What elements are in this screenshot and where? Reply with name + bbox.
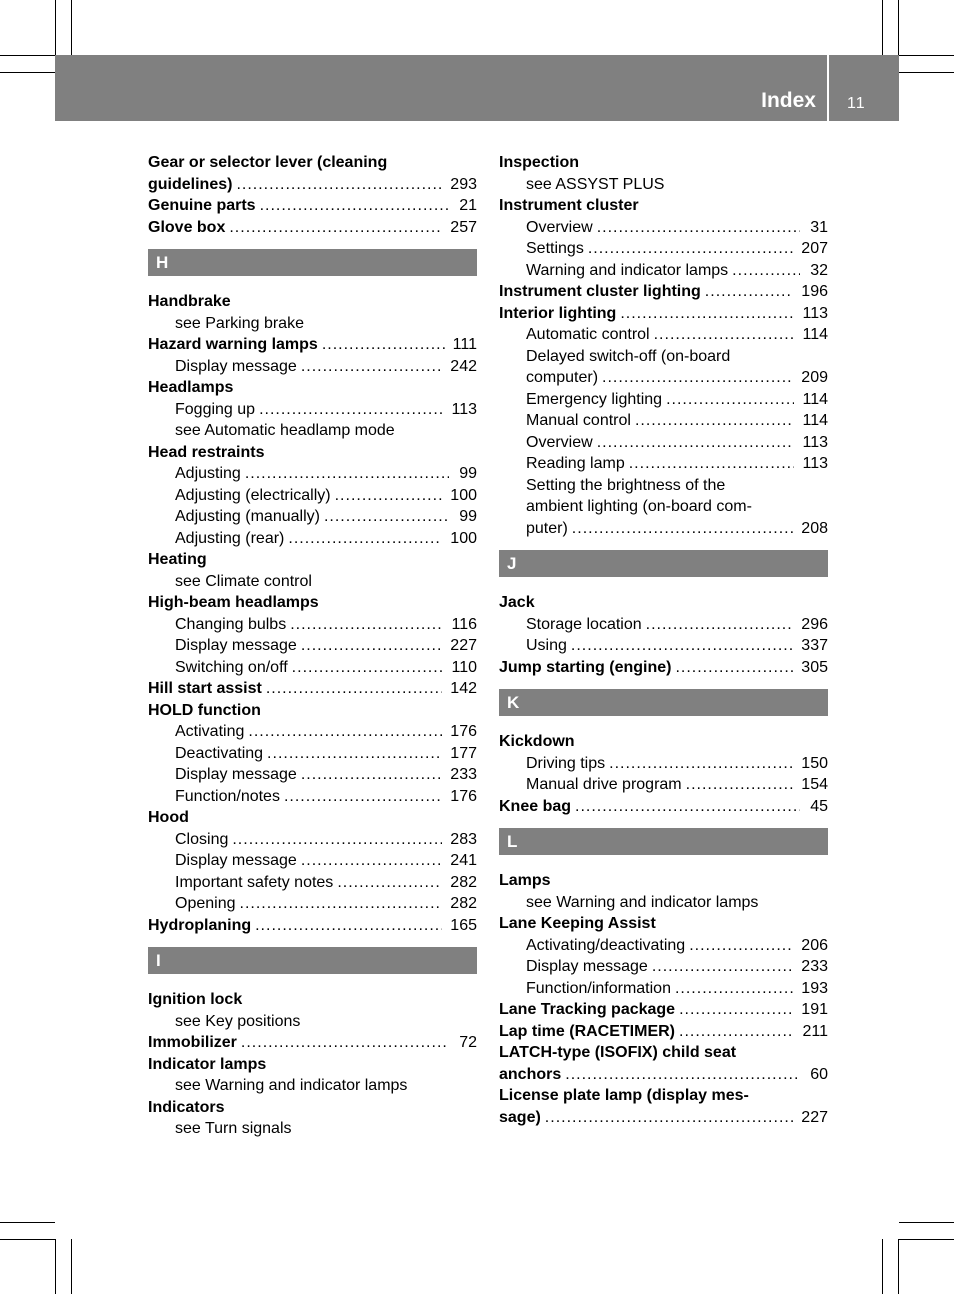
entry-text: see ASSYST PLUS bbox=[526, 175, 665, 193]
entry-text: Display message bbox=[175, 766, 297, 783]
entry-text: Hood bbox=[148, 809, 189, 826]
entry-text: Instrument cluster lighting bbox=[499, 283, 701, 300]
index-subentry bbox=[148, 399, 477, 421]
index-entry bbox=[499, 1085, 828, 1107]
page-reference: 208 bbox=[801, 519, 828, 537]
page-reference: 113 bbox=[802, 433, 828, 451]
index-subentry bbox=[148, 528, 477, 550]
entry-text: Indicators bbox=[148, 1098, 225, 1116]
dot-leader bbox=[301, 356, 442, 378]
entry-text: Reading lamp bbox=[526, 455, 625, 472]
dot-leader bbox=[248, 721, 442, 743]
entry-text: Gear or selector lever (cleaning bbox=[148, 154, 388, 171]
index-subentry bbox=[499, 956, 828, 978]
index-subentry bbox=[148, 657, 477, 679]
page-reference: 150 bbox=[801, 754, 828, 772]
dot-leader bbox=[675, 978, 793, 1000]
entry-text: Indicator lamps bbox=[148, 1055, 267, 1073]
index-entry bbox=[499, 1042, 828, 1064]
index-entry bbox=[499, 303, 828, 325]
index-subentry bbox=[148, 850, 477, 872]
page-reference: 196 bbox=[801, 283, 828, 300]
entry-text: LATCH-type (ISOFIX) child seat bbox=[499, 1044, 737, 1061]
index-entry bbox=[499, 999, 828, 1021]
index-subentry bbox=[499, 774, 828, 796]
page-header bbox=[55, 55, 899, 121]
entry-text: Glove box bbox=[148, 218, 226, 236]
page-reference: 21 bbox=[459, 197, 477, 214]
entry-text: License plate lamp (display mes- bbox=[499, 1087, 749, 1104]
index-entry bbox=[148, 592, 477, 614]
dot-leader bbox=[288, 528, 442, 550]
index-subentry bbox=[148, 829, 477, 851]
dot-leader bbox=[635, 410, 795, 432]
index-subentry bbox=[148, 1011, 477, 1033]
index-subentry bbox=[499, 410, 828, 432]
entry-text: Automatic control bbox=[526, 326, 650, 343]
page-reference: 72 bbox=[459, 1034, 477, 1051]
entry-text: Lane Keeping Assist bbox=[499, 915, 656, 932]
dot-leader bbox=[652, 956, 793, 978]
index-entry bbox=[499, 281, 828, 303]
index-entry bbox=[148, 291, 477, 313]
index-subentry bbox=[499, 635, 828, 657]
crop-mark bbox=[0, 1239, 55, 1240]
dot-leader bbox=[301, 635, 442, 657]
crop-mark bbox=[71, 1239, 72, 1294]
page-reference: 32 bbox=[810, 261, 828, 279]
page-reference: 45 bbox=[810, 797, 828, 815]
dot-leader bbox=[565, 1064, 800, 1086]
index-subentry bbox=[148, 893, 477, 915]
entry-text: Adjusting bbox=[175, 465, 241, 482]
index-entry bbox=[148, 678, 477, 700]
section-header: J bbox=[499, 550, 828, 577]
entry-text: Jump starting (engine) bbox=[499, 658, 672, 676]
index-subentry bbox=[148, 1118, 477, 1140]
index-subentry bbox=[499, 935, 828, 957]
section-header: L bbox=[499, 828, 828, 855]
page-reference: 207 bbox=[801, 240, 828, 257]
entry-text: Fogging up bbox=[175, 400, 256, 418]
dot-leader bbox=[620, 303, 794, 325]
index-entry bbox=[499, 1064, 828, 1086]
entry-text: Driving tips bbox=[526, 754, 606, 772]
index-subentry bbox=[148, 635, 477, 657]
entry-text: Instrument cluster bbox=[499, 197, 639, 214]
entry-text: Changing bulbs bbox=[175, 615, 287, 633]
page-reference: 111 bbox=[452, 336, 477, 353]
entry-text: see Climate control bbox=[175, 572, 312, 590]
dot-leader bbox=[259, 399, 443, 421]
index-entry bbox=[148, 174, 477, 196]
entry-text: Hydroplaning bbox=[148, 916, 252, 934]
index-entry bbox=[148, 549, 477, 571]
index-entry bbox=[499, 592, 828, 614]
dot-leader bbox=[292, 657, 444, 679]
dot-leader bbox=[629, 453, 795, 475]
crop-mark bbox=[898, 1239, 899, 1294]
crop-mark bbox=[882, 0, 883, 55]
entry-text: see Automatic headlamp mode bbox=[175, 422, 395, 439]
index-subentry bbox=[148, 614, 477, 636]
entry-text: Genuine parts bbox=[148, 197, 256, 214]
entry-text: Kickdown bbox=[499, 733, 575, 750]
section-header: H bbox=[148, 249, 477, 276]
index-entry bbox=[499, 195, 828, 217]
dot-leader bbox=[666, 389, 794, 411]
page-reference: 337 bbox=[801, 637, 828, 654]
entry-text: Deactivating bbox=[175, 744, 264, 762]
entry-text: Manual drive program bbox=[526, 776, 682, 793]
entry-text: see Key positions bbox=[175, 1012, 301, 1030]
index-entry bbox=[499, 913, 828, 935]
index-entry bbox=[148, 377, 477, 399]
page-reference: 211 bbox=[802, 1022, 828, 1040]
entry-text: see Warning and indicator lamps bbox=[175, 1077, 408, 1094]
index-entry bbox=[499, 870, 828, 892]
dot-leader bbox=[240, 893, 443, 915]
dot-leader bbox=[290, 614, 443, 636]
section-header: I bbox=[148, 947, 477, 974]
dot-leader bbox=[322, 334, 445, 356]
entry-text: Overview bbox=[526, 433, 593, 451]
entry-text: Using bbox=[526, 637, 567, 654]
entry-text: High-beam headlamps bbox=[148, 594, 319, 611]
entry-text: Opening bbox=[175, 895, 236, 912]
dot-leader bbox=[602, 367, 793, 389]
crop-mark bbox=[882, 1239, 883, 1294]
page-reference: 282 bbox=[450, 873, 477, 891]
entry-text: see Warning and indicator lamps bbox=[526, 893, 759, 911]
index-subentry bbox=[499, 518, 828, 540]
dot-leader bbox=[284, 786, 442, 808]
entry-text: Lap time (RACETIMER) bbox=[499, 1022, 675, 1040]
dot-leader bbox=[609, 753, 793, 775]
index-entry bbox=[148, 152, 477, 174]
dot-leader bbox=[588, 238, 793, 260]
header-divider bbox=[827, 55, 829, 121]
dot-leader bbox=[324, 506, 449, 528]
entry-text: Important safety notes bbox=[175, 873, 334, 891]
index-entry bbox=[499, 796, 828, 818]
page-reference: 31 bbox=[810, 218, 828, 236]
dot-leader bbox=[236, 174, 442, 196]
crop-mark bbox=[55, 1239, 56, 1294]
dot-leader bbox=[301, 764, 442, 786]
page-reference: 114 bbox=[802, 390, 828, 408]
index-subentry bbox=[499, 367, 828, 389]
entry-text: Function/notes bbox=[175, 787, 280, 805]
page-reference: 233 bbox=[450, 766, 477, 783]
index-subentry bbox=[148, 463, 477, 485]
index-entry bbox=[499, 1107, 828, 1129]
dot-leader bbox=[654, 324, 795, 346]
dot-leader bbox=[575, 796, 800, 818]
index-entry bbox=[148, 1097, 477, 1119]
entry-text: Display message bbox=[526, 958, 648, 975]
index-entry bbox=[148, 1032, 477, 1054]
dot-leader bbox=[260, 195, 449, 217]
index-subentry bbox=[499, 238, 828, 260]
entry-text: Adjusting (manually) bbox=[175, 508, 320, 525]
index-subentry bbox=[499, 260, 828, 282]
page-reference: 99 bbox=[459, 508, 477, 525]
entry-text: Storage location bbox=[526, 615, 642, 633]
page-reference: 283 bbox=[450, 830, 477, 848]
index-subentry bbox=[499, 496, 828, 518]
entry-text: see Turn signals bbox=[175, 1120, 292, 1137]
dot-leader bbox=[675, 657, 793, 679]
page-reference: 176 bbox=[450, 723, 477, 740]
index-subentry bbox=[148, 313, 477, 335]
dot-leader bbox=[267, 743, 442, 765]
entry-text: Function/information bbox=[526, 979, 671, 997]
page-reference: 241 bbox=[450, 852, 477, 869]
index-entry bbox=[148, 334, 477, 356]
index-column-right bbox=[499, 152, 828, 1128]
index-subentry bbox=[499, 432, 828, 454]
crop-mark bbox=[55, 0, 56, 55]
page-reference: 296 bbox=[801, 615, 828, 633]
entry-text: Handbrake bbox=[148, 293, 231, 310]
index-entry bbox=[499, 731, 828, 753]
crop-mark bbox=[899, 1222, 954, 1223]
page-reference: 305 bbox=[801, 658, 828, 676]
index-subentry bbox=[148, 485, 477, 507]
index-entry bbox=[148, 442, 477, 464]
index-subentry bbox=[148, 743, 477, 765]
entry-text: Activating bbox=[175, 723, 245, 740]
dot-leader bbox=[597, 432, 795, 454]
dot-leader bbox=[241, 1032, 449, 1054]
index-subentry bbox=[499, 389, 828, 411]
dot-leader bbox=[679, 1021, 794, 1043]
entry-text: sage) bbox=[499, 1108, 541, 1126]
crop-mark bbox=[0, 72, 55, 73]
page-reference: 114 bbox=[802, 326, 828, 343]
index-subentry bbox=[148, 420, 477, 442]
entry-text: Heating bbox=[148, 551, 207, 568]
entry-text: Head restraints bbox=[148, 443, 265, 461]
dot-leader bbox=[335, 485, 443, 507]
entry-text: Manual control bbox=[526, 412, 631, 429]
entry-text: Closing bbox=[175, 830, 229, 848]
entry-text: anchors bbox=[499, 1065, 562, 1083]
page-reference: 113 bbox=[802, 455, 828, 472]
index-subentry bbox=[499, 978, 828, 1000]
page-reference: 227 bbox=[450, 637, 477, 654]
crop-mark bbox=[71, 0, 72, 55]
page-reference: 116 bbox=[451, 615, 477, 633]
entry-text: Headlamps bbox=[148, 379, 234, 396]
page-reference: 114 bbox=[802, 412, 828, 429]
entry-text: Display message bbox=[175, 852, 297, 869]
index-subentry bbox=[148, 872, 477, 894]
page-reference: 113 bbox=[802, 304, 828, 322]
dot-leader bbox=[646, 614, 794, 636]
dot-leader bbox=[597, 217, 800, 239]
index-entry bbox=[148, 915, 477, 937]
index-subentry bbox=[148, 1075, 477, 1097]
index-entry bbox=[148, 195, 477, 217]
dot-leader bbox=[245, 463, 449, 485]
page-reference: 60 bbox=[810, 1065, 828, 1083]
index-entry bbox=[148, 700, 477, 722]
index-subentry bbox=[148, 506, 477, 528]
entry-text: ambient lighting (on-board com- bbox=[526, 498, 752, 515]
index-subentry bbox=[499, 892, 828, 914]
page-reference: 113 bbox=[451, 400, 477, 418]
page-reference: 165 bbox=[450, 916, 477, 934]
index-entry bbox=[499, 1021, 828, 1043]
entry-text: see Parking brake bbox=[175, 314, 304, 332]
index-subentry bbox=[499, 614, 828, 636]
entry-text: Switching on/off bbox=[175, 658, 288, 676]
page-title: Index bbox=[761, 89, 816, 112]
index-subentry bbox=[148, 356, 477, 378]
dot-leader bbox=[686, 774, 794, 796]
entry-text: Warning and indicator lamps bbox=[526, 261, 729, 279]
entry-text: computer) bbox=[526, 369, 599, 386]
page-reference: 293 bbox=[450, 175, 477, 193]
crop-mark bbox=[0, 55, 55, 56]
entry-text: guidelines) bbox=[148, 175, 233, 193]
dot-leader bbox=[229, 217, 442, 239]
entry-text: Adjusting (electrically) bbox=[175, 486, 331, 504]
entry-text: Jack bbox=[499, 594, 535, 611]
page-reference: 191 bbox=[801, 1001, 828, 1018]
crop-mark bbox=[899, 1239, 954, 1240]
entry-text: Interior lighting bbox=[499, 304, 617, 322]
index-entry bbox=[148, 1054, 477, 1076]
entry-text: Lamps bbox=[499, 872, 551, 889]
page-reference: 257 bbox=[450, 218, 477, 236]
index-subentry bbox=[499, 453, 828, 475]
entry-text: Delayed switch-off (on-board bbox=[526, 347, 731, 365]
page-reference: 209 bbox=[801, 369, 828, 386]
entry-text: Display message bbox=[175, 637, 297, 654]
entry-text: Inspection bbox=[499, 154, 580, 171]
crop-mark bbox=[898, 0, 899, 55]
index-entry bbox=[499, 152, 828, 174]
dot-leader bbox=[301, 850, 442, 872]
entry-text: Setting the brightness of the bbox=[526, 476, 726, 494]
index-subentry bbox=[499, 475, 828, 497]
page-reference: 206 bbox=[801, 936, 828, 954]
crop-mark bbox=[899, 72, 954, 73]
page-reference: 227 bbox=[801, 1108, 828, 1126]
page-reference: 142 bbox=[450, 680, 477, 697]
entry-text: Emergency lighting bbox=[526, 390, 663, 408]
dot-leader bbox=[705, 281, 794, 303]
entry-text: Lane Tracking package bbox=[499, 1001, 676, 1018]
section-header: K bbox=[499, 689, 828, 716]
dot-leader bbox=[545, 1107, 794, 1129]
page-reference: 177 bbox=[450, 744, 477, 762]
entry-text: Ignition lock bbox=[148, 991, 243, 1008]
index-subentry bbox=[148, 721, 477, 743]
page-reference: 100 bbox=[450, 486, 477, 504]
index-entry bbox=[499, 657, 828, 679]
dot-leader bbox=[266, 678, 442, 700]
index-subentry bbox=[499, 217, 828, 239]
index-subentry bbox=[148, 571, 477, 593]
index-entry bbox=[148, 989, 477, 1011]
page-reference: 233 bbox=[801, 958, 828, 975]
index-subentry bbox=[499, 174, 828, 196]
index-entry bbox=[148, 217, 477, 239]
page-reference: 193 bbox=[801, 979, 828, 997]
dot-leader bbox=[689, 935, 793, 957]
entry-text: Activating/deactivating bbox=[526, 936, 686, 954]
index-entry bbox=[148, 807, 477, 829]
entry-text: Hill start assist bbox=[148, 680, 262, 697]
entry-text: puter) bbox=[526, 519, 568, 537]
dot-leader bbox=[232, 829, 442, 851]
index-column-left bbox=[148, 152, 477, 1140]
crop-mark bbox=[899, 55, 954, 56]
dot-leader bbox=[572, 518, 794, 540]
dot-leader bbox=[679, 999, 793, 1021]
index-subentry bbox=[148, 764, 477, 786]
entry-text: Hazard warning lamps bbox=[148, 336, 318, 353]
dot-leader bbox=[732, 260, 800, 282]
page-reference: 99 bbox=[459, 465, 477, 482]
index-subentry bbox=[499, 753, 828, 775]
index-subentry bbox=[499, 324, 828, 346]
entry-text: Immobilizer bbox=[148, 1034, 237, 1051]
page-number: 11 bbox=[847, 95, 866, 112]
entry-text: Adjusting (rear) bbox=[175, 529, 285, 547]
entry-text: HOLD function bbox=[148, 701, 261, 719]
dot-leader bbox=[571, 635, 793, 657]
page-reference: 282 bbox=[450, 895, 477, 912]
entry-text: Display message bbox=[175, 357, 297, 375]
entry-text: Knee bag bbox=[499, 797, 572, 815]
page-reference: 154 bbox=[801, 776, 828, 793]
page-reference: 100 bbox=[450, 529, 477, 547]
index-subentry bbox=[499, 346, 828, 368]
dot-leader bbox=[337, 872, 442, 894]
page-reference: 176 bbox=[450, 787, 477, 805]
page-reference: 110 bbox=[451, 658, 477, 676]
index-subentry bbox=[148, 786, 477, 808]
page-reference: 242 bbox=[450, 357, 477, 375]
crop-mark bbox=[0, 1222, 55, 1223]
entry-text: Settings bbox=[526, 240, 584, 257]
entry-text: Overview bbox=[526, 218, 593, 236]
dot-leader bbox=[255, 915, 442, 937]
